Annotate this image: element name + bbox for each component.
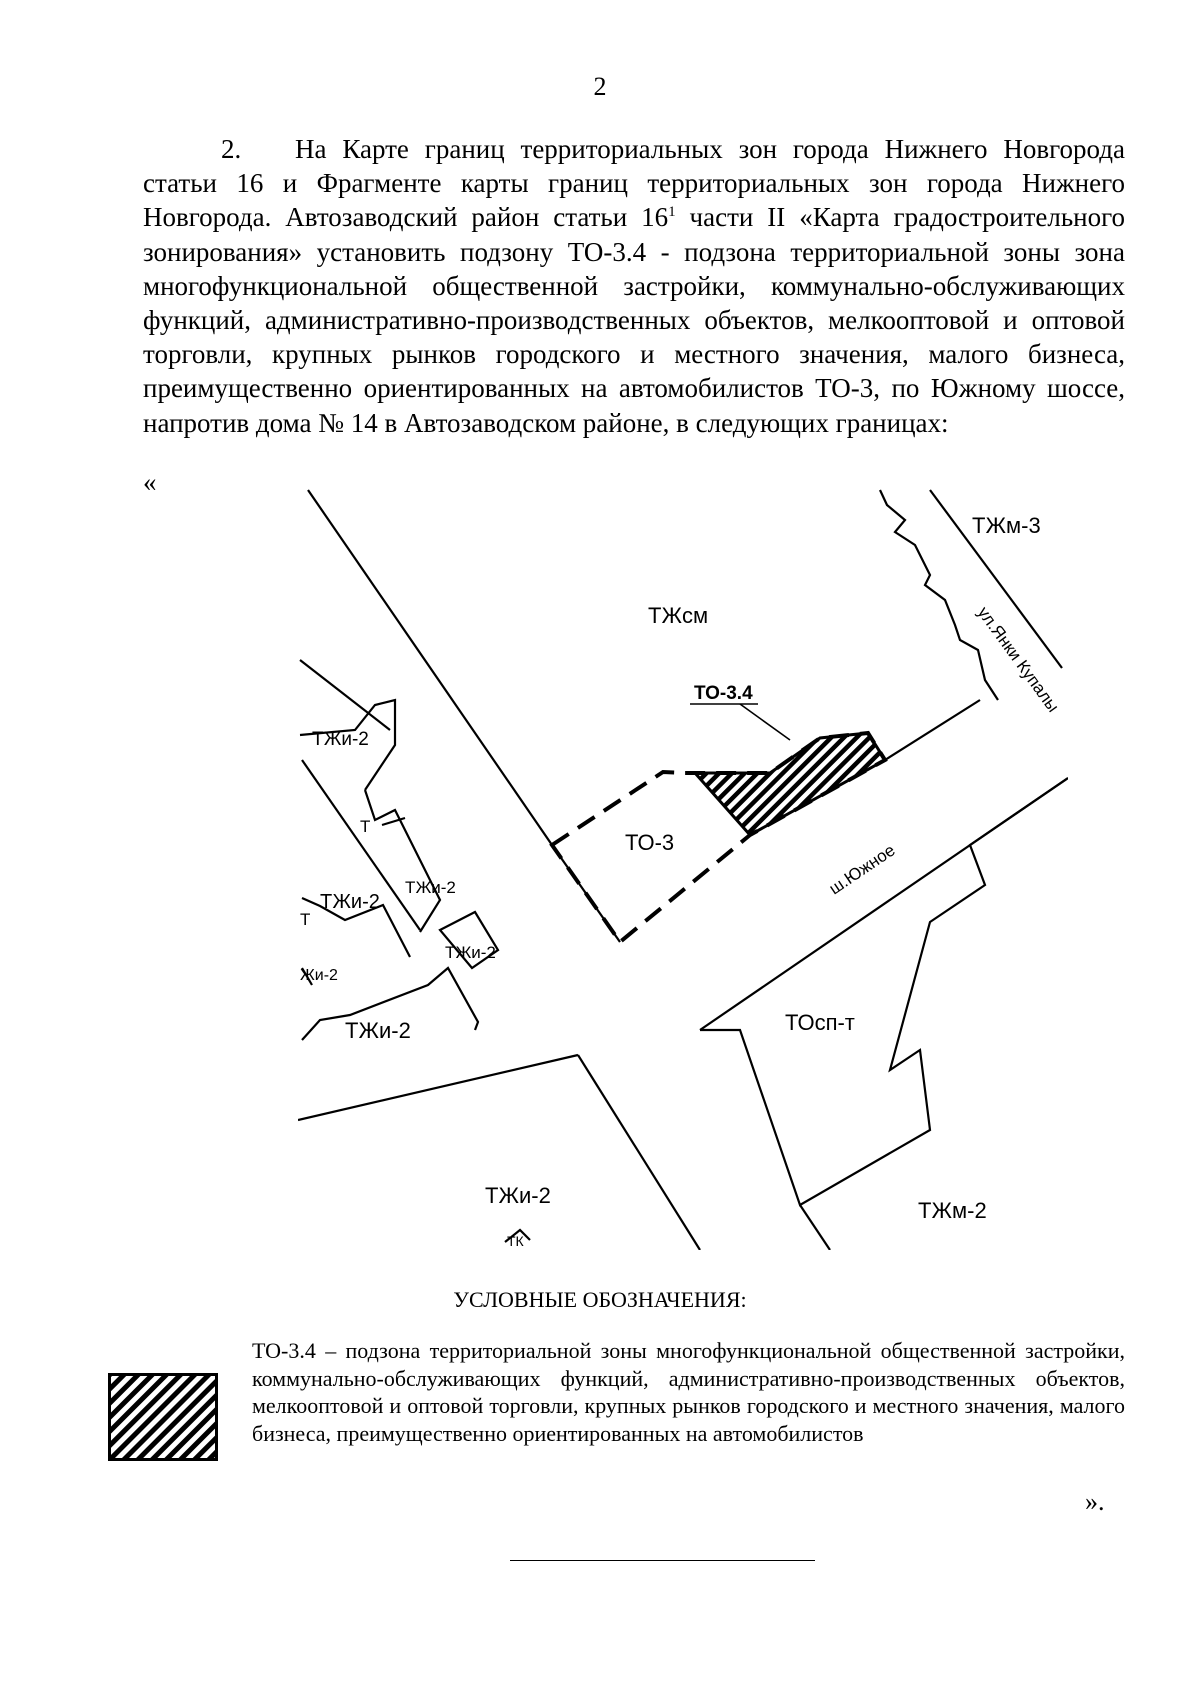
tzhm2-boundary [800,1205,830,1250]
west-block-line-1 [300,660,390,730]
quote-open: « [143,467,157,497]
road-edge-northeast [885,700,980,760]
quote-close: ». [1085,1487,1105,1516]
zone-label-tzhm2: ТЖм-2 [918,1198,987,1223]
legend-title: УСЛОВНЫЕ ОБОЗНАЧЕНИЯ: [453,1287,747,1312]
zone-label-tzhi2-c: ТЖи-2 [405,878,456,897]
zone-label-tzhi2-b: ТЖи-2 [320,891,380,913]
zone-label-tzhm3: ТЖм-3 [972,513,1041,538]
page-number: 2 [593,72,607,101]
paragraph-number: 2. [221,134,242,164]
street-label-yanki-kupaly: ул.Янки Купалы [973,603,1063,716]
zone-label-to34: ТО-3.4 [694,683,753,704]
road-edge-southwest [298,1055,578,1120]
street-label-yuzhnoe: ш.Южное [825,840,899,899]
zone-label-t-fragment-1: Т [360,817,371,836]
zone-label-tzhi2-f: ТЖи-2 [485,1183,551,1208]
to34-hatched-area [695,733,885,835]
zone-label-tzhsm: ТЖсм [648,603,709,628]
zone-label-tzhi2-d: ТЖи-2 [445,943,496,962]
zone-label-t-fragment-2: Т [300,910,311,929]
road-edge-northwest [308,490,552,845]
legend-hatch-swatch [108,1373,218,1461]
to34-leader-line [740,704,790,740]
zone-label-tzhi2-a: ТЖи-2 [312,729,369,750]
paragraph-superscript: 1 [668,204,676,221]
road-edge-south [578,1055,700,1250]
zone-label-tosp: ТОсп-т [785,1010,855,1035]
zone-label-zhi2-partial: Жи-2 [300,967,338,984]
zone-label-tk-fragment: ТК [507,1233,524,1249]
legend-item-description: ТО-3.4 – подзона территориальной зоны многофункциональной общественной застройки, коммунально-обслуживающих функций, административно-производственных объектов, мелкооптовой и оптовой торговли, крупных рынков городского и местного значения, малого бизнеса, преимущественно ориентированных на автомобилистов [252,1338,1125,1446]
end-rule [510,1560,815,1561]
paragraph-text-part-1: На Карте границ территориальных зон города Нижнего Новгорода статьи 16 и Фрагменте карты границ территориальных зон города Нижнего Новгорода. Автозаводский район статьи 16 [143,134,1125,233]
zone-label-tzhi2-e: ТЖи-2 [345,1018,411,1043]
zone-label-to3: ТО-3 [625,830,675,855]
paragraph-text-part-2: части II «Карта градостроительного зонирования» установить подзону ТО-3.4 - подзона территориальной зоны зона многофункциональной общественной застройки, коммунально-обслуживающих функций, административно-производственных объектов, мелкооптовой и оптовой торговли, крупных рынков городского и местного значения, малого бизнеса, преимущественно ориентированных на автомобилистов ТО-3, по Южному шоссе, напротив дома № 14 в Автозаводском районе, в следующих границах: [143,202,1125,438]
